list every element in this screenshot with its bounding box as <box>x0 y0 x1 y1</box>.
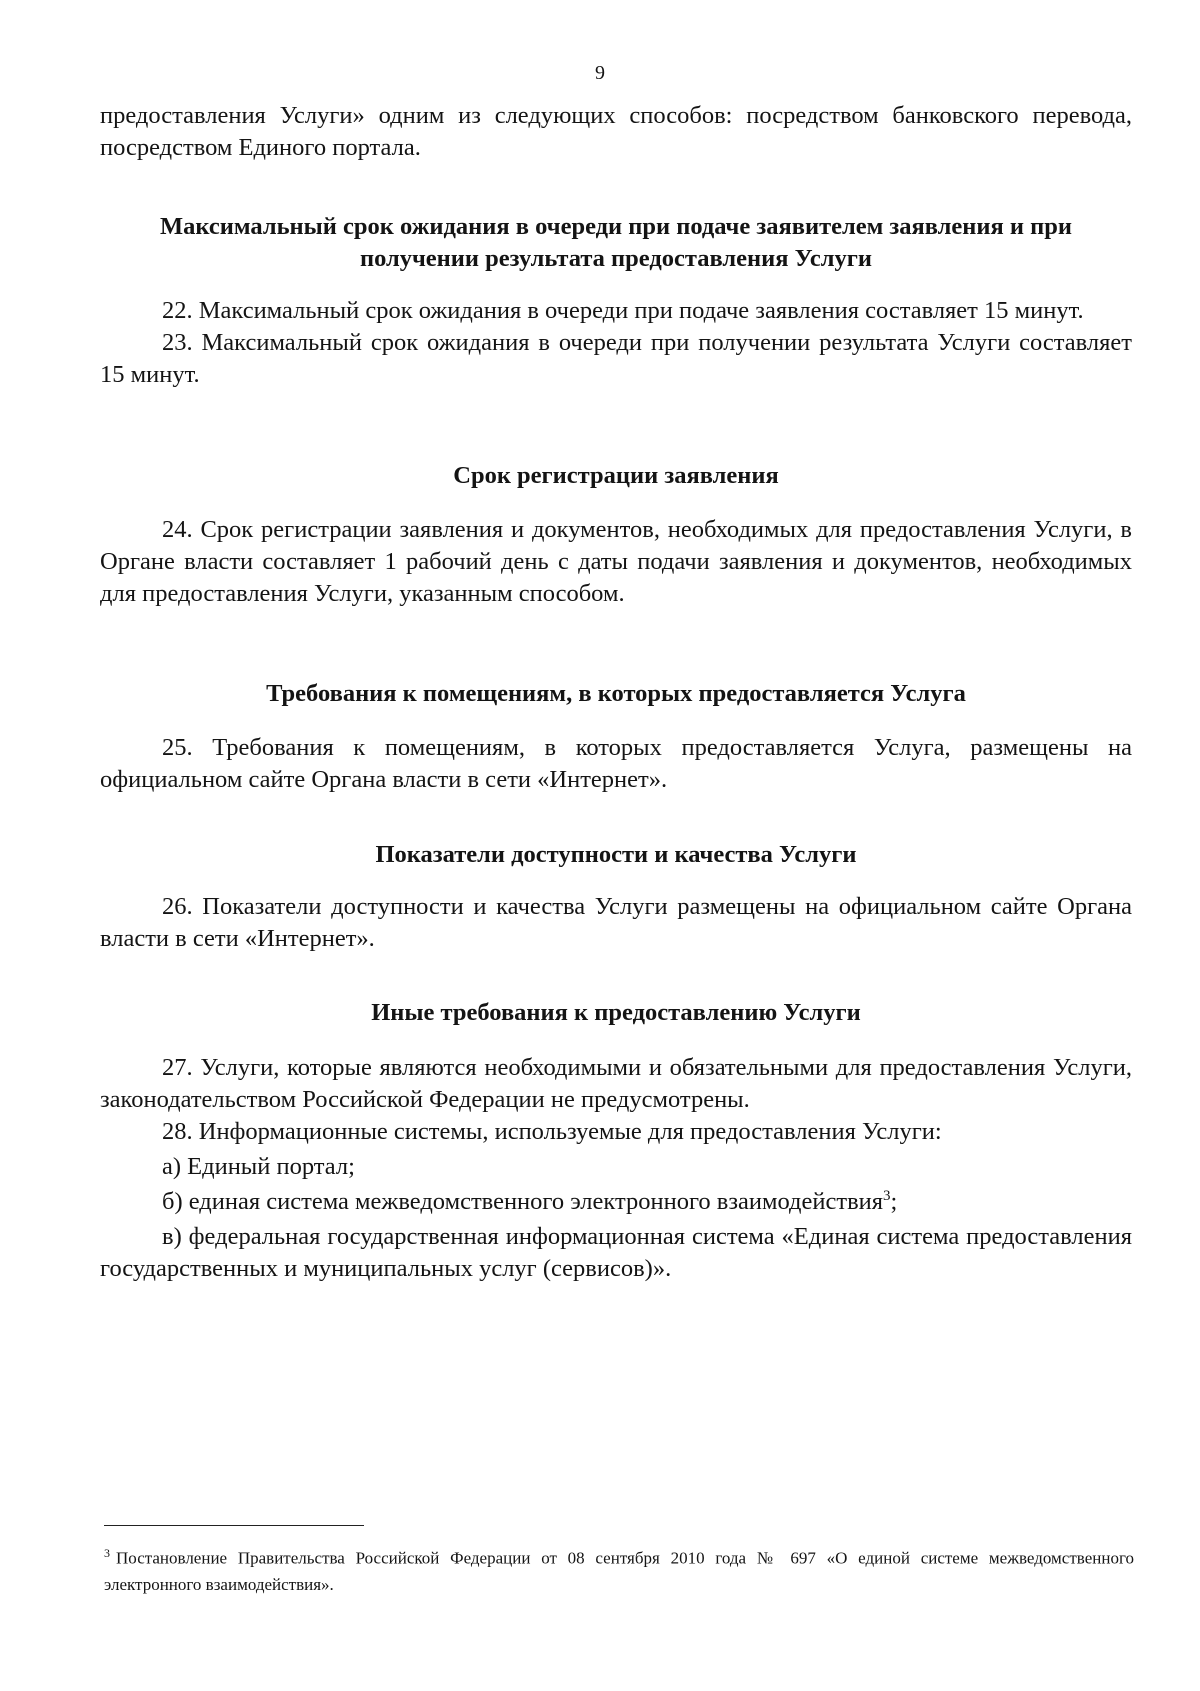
list-item-c: в) федеральная государственная информационная система «Единая система предоставления государственных и муниципальных услуг (сервисов)». <box>100 1223 1132 1282</box>
section-heading-max-wait: Максимальный срок ожидания в очереди при подаче заявителем заявления и при получении результата предоставления Услуги <box>159 213 1073 272</box>
paragraph-23: 23. Максимальный срок ожидания в очереди при получении результата Услуги составляет 15 минут. <box>100 329 1132 388</box>
section-body-premises <box>100 732 1132 796</box>
list-item-a: а) Единый портал; <box>162 1153 355 1180</box>
section-body-other-requirements <box>100 1052 1132 1285</box>
intro-block <box>100 100 1132 164</box>
footnote-reference: 3 <box>883 1187 891 1204</box>
section-heading-premises: Требования к помещениям, в которых предоставляется Услуга <box>266 680 966 707</box>
list-item-b-tail: ; <box>890 1188 898 1215</box>
section-body-max-wait <box>100 295 1132 391</box>
paragraph-22: 22. Максимальный срок ожидания в очереди при подаче заявления составляет 15 минут. <box>162 297 1084 324</box>
list-item-b-text: б) единая система межведомственного электронного взаимодействия <box>162 1188 884 1215</box>
paragraph-28: 28. Информационные системы, используемые для предоставления Услуги: <box>162 1118 942 1145</box>
list-item-b <box>100 1186 1132 1218</box>
paragraph-25: 25. Требования к помещениям, в которых предоставляется Услуга, размещены на официальном сайте Органа власти в сети «Интернет». <box>100 734 1132 793</box>
paragraph-27: 27. Услуги, которые являются необходимыми и обязательными для предоставления Услуги, законодательством Российской Федерации не предусмотрены. <box>100 1054 1132 1113</box>
section-body-registration <box>100 514 1132 610</box>
footnote-text: Постановление Правительства Российской Федерации от 08 сентября 2010 года № 697 «О единой системе межведомственного электронного взаимодействия». <box>104 1548 1134 1594</box>
section-heading-other-requirements: Иные требования к предоставлению Услуги <box>371 999 861 1026</box>
page-number: 9 <box>595 62 605 84</box>
footnote-mark: 3 <box>104 1546 110 1560</box>
footnote <box>104 1540 1134 1598</box>
section-body-quality <box>100 891 1132 955</box>
section-heading-quality: Показатели доступности и качества Услуги <box>375 841 857 868</box>
paragraph-26: 26. Показатели доступности и качества Услуги размещены на официальном сайте Органа власти в сети «Интернет». <box>100 893 1132 952</box>
footnote-separator <box>104 1525 364 1526</box>
section-heading-registration: Срок регистрации заявления <box>453 462 779 489</box>
intro-paragraph: предоставления Услуги» одним из следующих способов: посредством банковского перевода, посредством Единого портала. <box>100 102 1132 161</box>
paragraph-24: 24. Срок регистрации заявления и документов, необходимых для предоставления Услуги, в Органе власти составляет 1 рабочий день с даты подачи заявления и документов, необходимых для предоставления Услуги, указанным способом. <box>100 516 1132 607</box>
